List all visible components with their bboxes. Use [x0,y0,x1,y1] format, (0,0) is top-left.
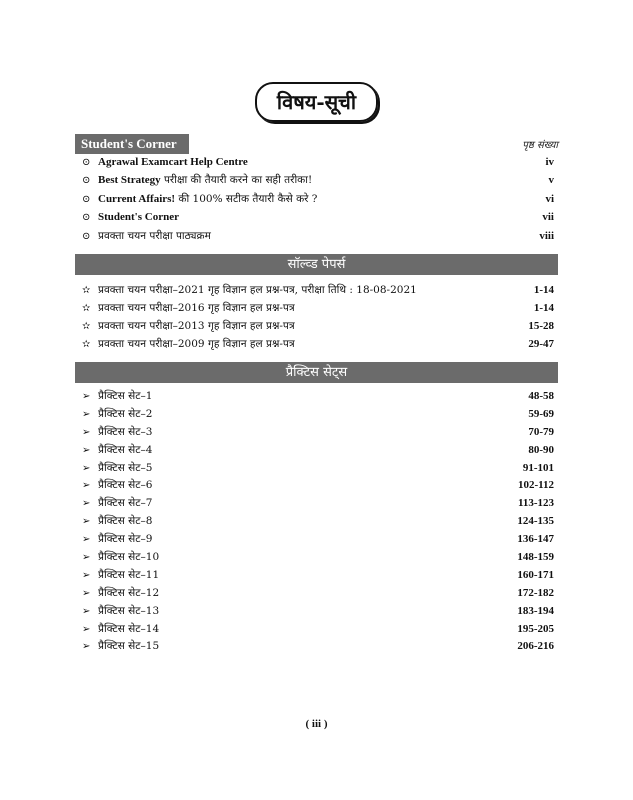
item-text: प्रवक्ता चयन परीक्षा–2021 गृह विज्ञान हल प्रश्न-पत्र, परीक्षा तिथि : 18-08-2021 [98,284,417,296]
item-text: प्रैक्टिस सेट–7 [98,497,153,510]
list-item[interactable] [82,317,554,335]
arrow-bullet-icon: ➢ [82,569,91,581]
list-item[interactable] [82,424,554,442]
page-title: विषय-सूची [255,82,378,122]
students-corner-header: Student's Corner [75,134,189,154]
list-item[interactable] [82,190,554,208]
item-page: 195-205 [517,622,554,635]
star-icon: ✫ [82,339,91,350]
item-page: 206-216 [517,640,554,653]
item-text: प्रैक्टिस सेट–4 [98,443,153,456]
item-page: 148-159 [517,551,554,564]
list-item[interactable] [82,638,554,656]
item-text-en: Student's Corner [98,211,179,224]
item-page: 124-135 [517,515,554,528]
page-column-label: पृष्ठ संख्या [522,140,558,151]
arrow-bullet-icon: ➢ [82,480,91,492]
list-item[interactable] [82,585,554,603]
item-text: प्रवक्ता चयन परीक्षा–2016 गृह विज्ञान हल प्रश्न-पत्र [98,302,295,314]
list-item[interactable] [82,406,554,424]
item-page: 15-28 [528,320,554,332]
item-text-hi: परीक्षा की तैयारी करने का सही तरीका! [160,174,313,187]
list-item[interactable] [82,549,554,567]
arrow-bullet-icon: ➢ [82,444,91,456]
circle-dot-icon: ⊙ [82,157,91,168]
item-text: प्रैक्टिस सेट–5 [98,461,153,474]
item-page: 70-79 [528,425,554,438]
item-page: viii [539,229,554,242]
arrow-bullet-icon: ➢ [82,641,91,653]
star-icon: ✫ [82,285,91,296]
item-text: प्रैक्टिस सेट–11 [98,568,160,581]
arrow-bullet-icon: ➢ [82,516,91,528]
item-text-en: Best Strategy [98,174,161,187]
item-text: प्रैक्टिस सेट–13 [98,604,160,617]
item-page: 172-182 [517,586,554,599]
list-item[interactable] [82,227,554,245]
item-page: 48-58 [528,390,554,402]
item-text: प्रैक्टिस सेट–12 [98,586,160,599]
list-item[interactable] [82,603,554,621]
item-page: v [548,174,554,187]
arrow-bullet-icon: ➢ [82,462,91,474]
list-item[interactable] [82,171,554,189]
item-text: प्रैक्टिस सेट–8 [98,515,153,528]
list-item[interactable] [82,531,554,549]
page-number-footer: ( iii ) [305,718,328,730]
item-page: 183-194 [517,604,554,617]
item-page: 91-101 [522,461,554,474]
item-page: 160-171 [517,568,554,581]
practice-sets-header: प्रैक्टिस सेट्स [75,362,558,383]
list-item[interactable] [82,477,554,495]
list-item[interactable] [82,442,554,460]
arrow-bullet-icon: ➢ [82,605,91,617]
item-page: 1-14 [533,284,554,296]
list-item[interactable] [82,153,554,171]
circle-dot-icon: ⊙ [82,212,91,224]
item-text: प्रैक्टिस सेट–3 [98,425,153,438]
item-page: vi [545,192,554,205]
star-icon: ✫ [82,321,91,332]
list-item[interactable] [82,335,554,353]
item-text-hi: की 100% सटीक तैयारी कैसे करे ? [175,192,318,205]
item-text: प्रवक्ता चयन परीक्षा–2013 गृह विज्ञान हल प्रश्न-पत्र [98,320,295,332]
item-text: प्रैक्टिस सेट–15 [98,640,160,653]
item-page: 80-90 [528,443,554,456]
item-text: प्रैक्टिस सेट–9 [98,533,153,546]
arrow-bullet-icon: ➢ [82,623,91,635]
arrow-bullet-icon: ➢ [82,426,91,438]
list-item[interactable] [82,299,554,317]
item-page: 1-14 [533,302,554,314]
arrow-bullet-icon: ➢ [82,534,91,546]
list-item[interactable] [82,388,554,406]
arrow-bullet-icon: ➢ [82,552,91,564]
item-page: 59-69 [528,407,554,420]
item-page: iv [545,156,554,168]
list-item[interactable] [82,495,554,513]
item-page: 102-112 [517,479,554,492]
arrow-bullet-icon: ➢ [82,391,91,402]
item-text-hi: प्रवक्ता चयन परीक्षा पाठ्यक्रम [98,229,211,242]
list-item[interactable] [82,513,554,531]
item-page: 29-47 [528,338,554,350]
star-icon: ✫ [82,303,91,314]
list-item[interactable] [82,281,554,299]
item-text: प्रैक्टिस सेट–2 [98,407,153,420]
practice-sets-list [82,388,554,656]
item-text: प्रैक्टिस सेट–14 [98,622,160,635]
item-text: प्रैक्टिस सेट–6 [98,479,153,492]
circle-dot-icon: ⊙ [82,230,91,242]
item-text: प्रैक्टिस सेट–10 [98,551,160,564]
title-wrap [0,82,633,122]
circle-dot-icon: ⊙ [82,175,91,187]
list-item[interactable] [82,567,554,585]
list-item[interactable] [82,621,554,639]
arrow-bullet-icon: ➢ [82,408,91,420]
item-page: 113-123 [517,497,554,510]
item-page: vii [542,211,554,224]
solved-papers-list [82,281,554,353]
students-corner-list [82,153,554,245]
item-text-en: Current Affairs! [98,192,176,205]
circle-dot-icon: ⊙ [82,193,91,205]
arrow-bullet-icon: ➢ [82,587,91,599]
item-text-en: Agrawal Examcart Help Centre [98,156,248,168]
list-item[interactable] [82,460,554,478]
item-text: प्रैक्टिस सेट–1 [98,390,153,402]
item-text: प्रवक्ता चयन परीक्षा–2009 गृह विज्ञान हल प्रश्न-पत्र [98,338,295,350]
arrow-bullet-icon: ➢ [82,498,91,510]
item-page: 136-147 [517,533,554,546]
list-item[interactable] [82,208,554,226]
solved-papers-header: सॉल्व्ड पेपर्स [75,254,558,275]
